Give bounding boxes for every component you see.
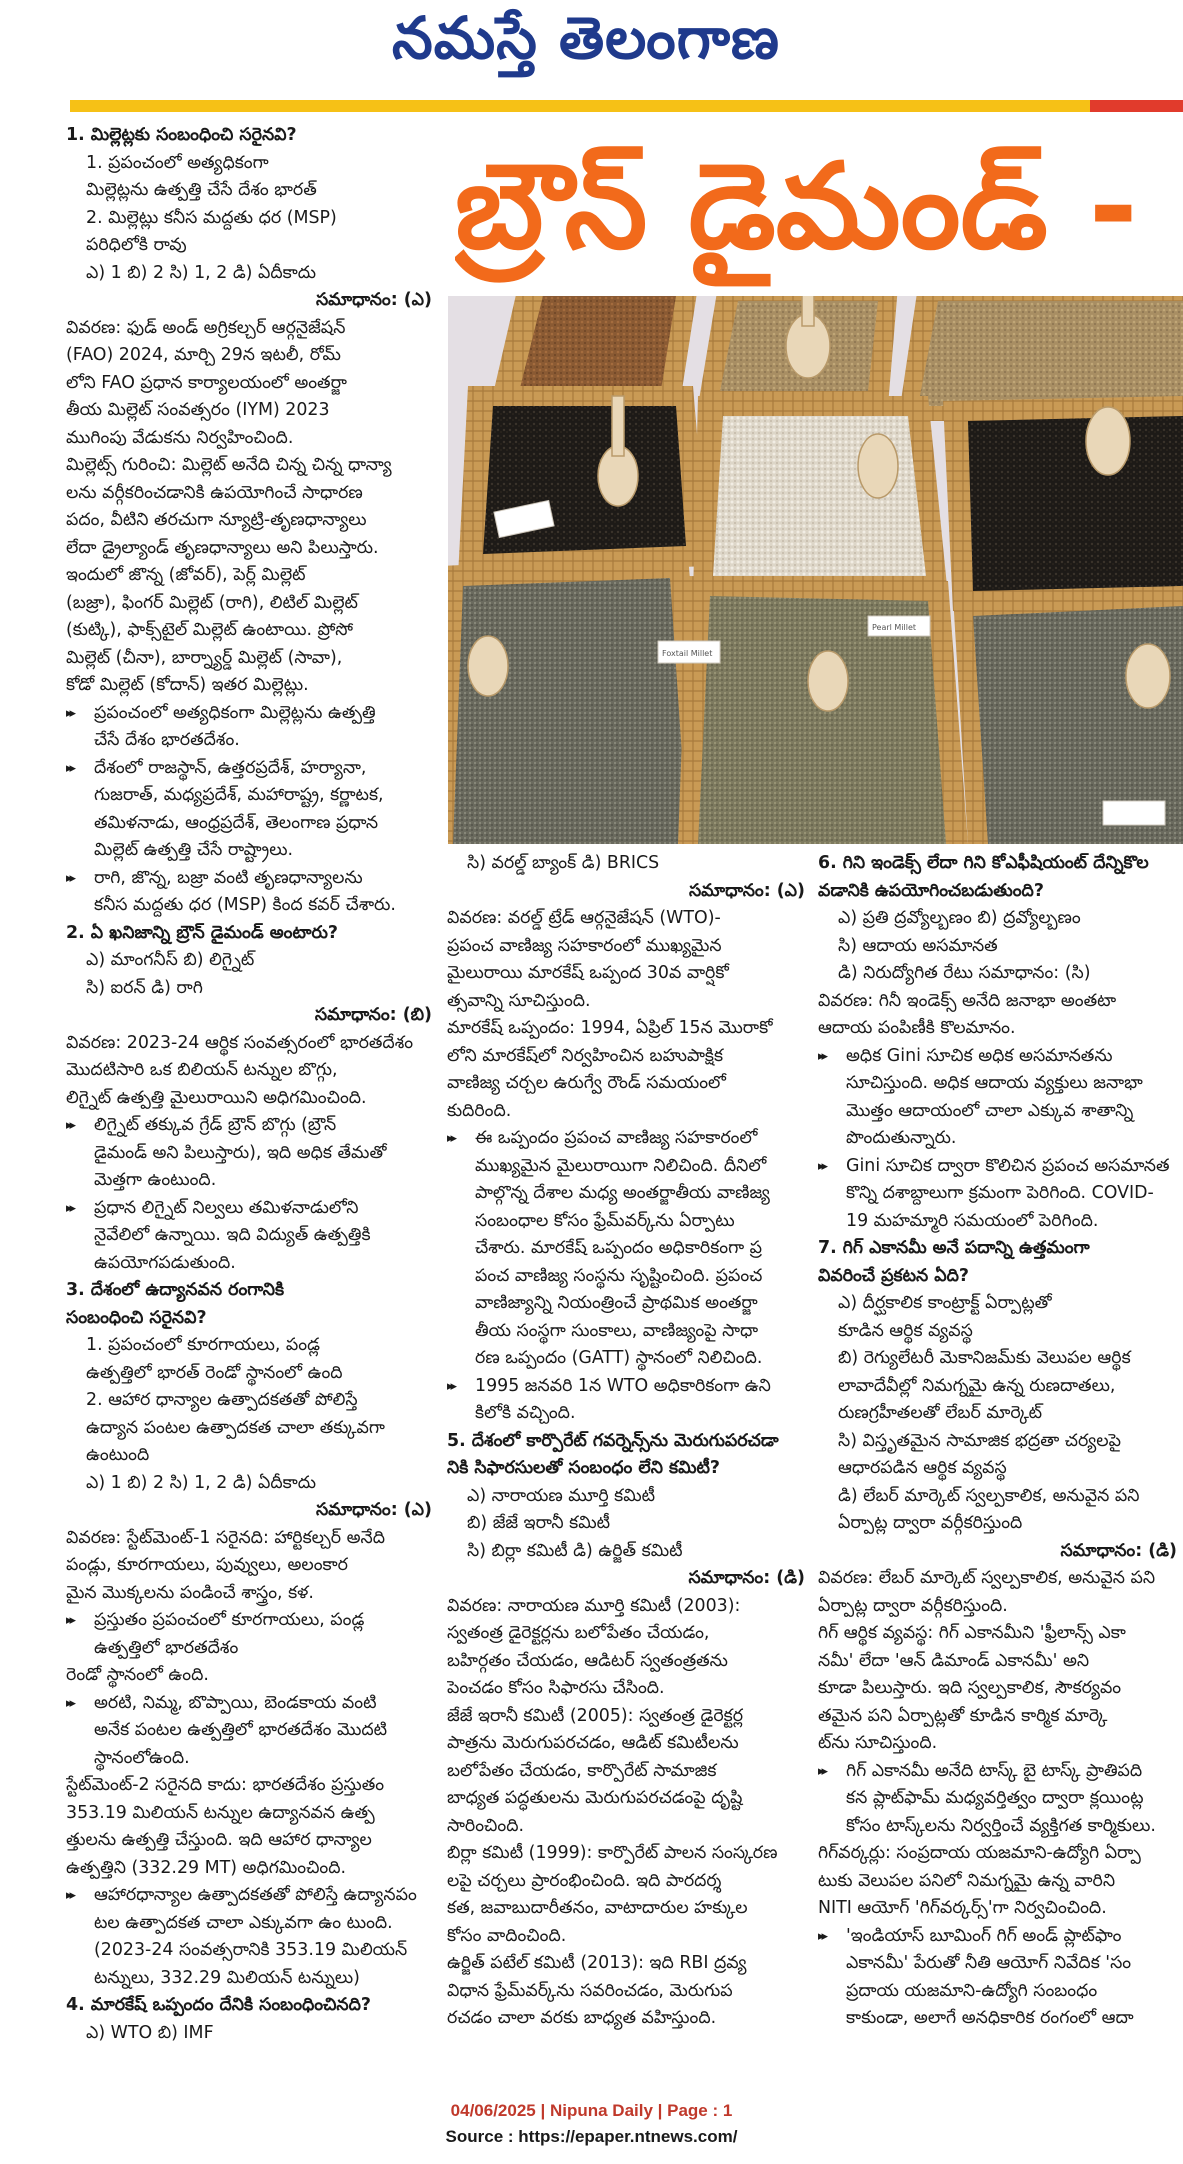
- option-line: ఎ) దీర్ఘకాలిక కాంట్రాక్ట్ ఏర్పాట్లతో: [838, 1293, 1052, 1313]
- bullet-continuation-line: కన ప్లాట్‌ఫామ్ మధ్యవర్తిత్వం ద్వారా క్లయింట్ల: [846, 1788, 1144, 1808]
- bullet-continuation-line: మిల్లెట్ ఉత్పత్తి చేసే రాష్ట్రాలు.: [94, 840, 294, 860]
- bullet-continuation-line: అనేక పంటల ఉత్పత్తిలో భారతదేశం మొదటి: [94, 1720, 388, 1740]
- bullet-line: ▸▸ ప్రపంచంలో అత్యధికంగా మిల్లెట్లను ఉత్పత్తి: [66, 700, 438, 728]
- bullet-continuation-line: కిలోకి వచ్చింది.: [475, 1403, 576, 1423]
- column-1: [66, 122, 438, 2072]
- body-line: పాత్రను మెరుగుపరచడం, ఆడిట్ కమిటీలను: [447, 1733, 739, 1753]
- body-line: తీయ మిల్లెట్ సంవత్సరం (IYM) 2023: [66, 400, 330, 420]
- body-line: ట్‌ను సూచిస్తుంది.: [818, 1733, 938, 1753]
- body-line: వివరణ: వరల్డ్ ట్రేడ్ ఆర్గనైజేషన్ (WTO)-: [447, 908, 721, 928]
- option-line: రుణగ్రహీతలతో లేబర్ మార్కెట్: [838, 1403, 1043, 1423]
- body-line: రచడం చాలా వరకు బాధ్యత వహిస్తుంది.: [447, 2008, 717, 2028]
- body-line: సారించింది.: [447, 1815, 525, 1836]
- bullet-line: ▸▸ 1995 జనవరి 1న WTO అధికారికంగా ఉని: [447, 1373, 811, 1401]
- bullet-line: ▸▸ గిగ్ ఎకానమీ అనేది టాస్క్ బై టాస్క్ ప్రాతిపది: [818, 1758, 1183, 1786]
- bullet-line: ▸▸ ప్రస్తుతం ప్రపంచంలో కూరగాయలు, పండ్ల: [66, 1607, 438, 1635]
- body-line: స్వతంత్ర డైరెక్టర్లను బలోపేతం చేయడం,: [447, 1623, 710, 1643]
- bullet-continuation-line: స్థానంలోఉంది.: [94, 1747, 190, 1768]
- body-line: కూడా పిలుస్తారు. ఇది స్వల్పకాలిక, సౌకర్యవం: [818, 1678, 1122, 1698]
- footer-source-url[interactable]: https://epaper.ntnews.com/: [518, 2127, 738, 2146]
- body-line: పదం, వీటిని తరచుగా న్యూట్రి-తృణధాన్యాలు: [66, 510, 367, 530]
- body-line: మారకేష్ ఒప్పందం: 1994, ఏప్రిల్ 15న మొరాకో: [447, 1018, 773, 1038]
- option-line: డి) లేబర్ మార్కెట్ స్వల్పకాలిక, అనువైన పని: [838, 1485, 1140, 1506]
- answer-line: సమాధానం: (ఎ): [315, 1500, 432, 1520]
- bullet-continuation-line: ఎకానమీ' పేరుతో నీతి ఆయోగ్ నివేదిక 'సం: [846, 1953, 1132, 1973]
- option-line: ఆధారపడిన ఆర్థిక వ్యవస్థ: [838, 1458, 1007, 1478]
- option-line: 1. ప్రపంచంలో అత్యధికంగా: [86, 152, 269, 173]
- option-line: సి) ఆదాయ అసమానత: [838, 935, 998, 956]
- bullet-continuation-line: కొన్ని దశాబ్దాలుగా క్రమంగా పెరిగింది. COVID-: [846, 1183, 1154, 1203]
- body-line: నమీ' లేదా 'ఆన్ డిమాండ్ ఎకానమీ' అని: [818, 1650, 1090, 1671]
- bullet-continuation-line: రణ ఒప్పందం (GATT) స్థానంలో నిలిచింది.: [475, 1348, 763, 1368]
- body-line: త్తులను ఉత్పత్తి చేస్తుంది. ఇది ఆహార ధాన్యాల: [66, 1830, 372, 1850]
- bullet-continuation-line: వాణిజ్యాన్ని నియంత్రించే ప్రాథమిక అంతర్జా: [475, 1293, 758, 1313]
- body-line: బిర్లా కమిటీ (1999): కార్పొరేట్ పాలన సంస్కరణ: [447, 1843, 778, 1863]
- question-line: వివరించే ప్రకటన ఏది?: [818, 1265, 969, 1286]
- option-line: సి) విస్తృతమైన సామాజిక భద్రతా చర్యలపై: [838, 1430, 1121, 1451]
- body-line: మైలురాయి మారకేష్ ఒప్పంద 30వ వార్షికో: [447, 963, 729, 983]
- body-line: మైన మొక్కలను పండించే శాస్త్రం, కళ.: [66, 1582, 314, 1603]
- bullet-continuation-line: చేశారు. మారకేష్ ఒప్పందం అధికారికంగా ప్ర: [475, 1238, 763, 1258]
- bullet-continuation-line: టన్నులు, 332.29 మిలియన్ టన్నులు): [94, 1967, 360, 1988]
- bullet-line: ▸▸ అధిక Gini సూచిక అధిక అసమానతను: [818, 1043, 1183, 1071]
- bullet-line: ▸▸ ఆహారధాన్యాల ఉత్పాదకతతో పోలిస్తే ఉద్యానపం: [66, 1882, 438, 1910]
- bullet-continuation-line: డైమండ్ అని పిలుస్తారు), ఇది అధిక తేమతో: [94, 1142, 387, 1163]
- column-2: [447, 850, 811, 2065]
- body-line: లిగ్నైట్ ఉత్పత్తి మైలురాయిని అధిగమించింది.: [66, 1087, 367, 1108]
- bullet-continuation-line: గుజరాత్, మధ్యప్రదేశ్, మహారాష్ట్ర, కర్ణాటక,: [94, 785, 384, 805]
- body-line: గిగ్ ఆర్థిక వ్యవస్థ: గిగ్ ఎకానమీని 'ఫ్రీలాన్స్ ఎకా: [818, 1623, 1126, 1643]
- bullet-continuation-line: ముఖ్యమైన మైలురాయిగా నిలిచింది. దీనిలో: [475, 1155, 767, 1176]
- photo-label-a: Foxtail Millet: [662, 649, 713, 658]
- option-line: ఎ) నారాయణ మూర్తి కమిటీ: [467, 1485, 656, 1506]
- question-line: నికి సిఫారసులతో సంబంధం లేని కమిటీ?: [447, 1458, 720, 1478]
- bullet-continuation-line: మెత్తగా ఉంటుంది.: [94, 1170, 217, 1190]
- body-line: వివరణ: స్టేట్‌మెంట్-1 సరైనది: హార్టికల్చర్ అనేది: [66, 1527, 385, 1548]
- headline: బ్రౌన్ డైమండ్ -: [455, 137, 1138, 275]
- masthead-rule-red: [1090, 100, 1183, 112]
- body-line: ఉత్పత్తిని (332.29 MT) అధిగమించింది.: [66, 1857, 347, 1878]
- body-line: ఏర్పాట్ల ద్వారా వర్గీకరిస్తుంది.: [818, 1595, 1008, 1616]
- option-line: లావాదేవీల్లో నిమగ్నమై ఉన్న రుణదాతలు,: [838, 1375, 1116, 1396]
- question-line: సంబంధించి సరైనవి?: [66, 1307, 207, 1328]
- bullet-continuation-line: సూచిస్తుంది. అధిక ఆదాయ వ్యక్తులు జనాభా: [846, 1073, 1143, 1093]
- question-line: 1. మిల్లెట్లకు సంబంధించి సరైనవి?: [66, 125, 297, 145]
- answer-line: సమాధానం: (బి): [314, 1005, 432, 1025]
- body-line: NITI ఆయోగ్ 'గిగ్‌వర్కర్స్'గా నిర్వచించింది.: [818, 1898, 1107, 1918]
- footer-source-label: Source :: [445, 2127, 519, 2146]
- body-line: వాణిజ్య చర్చల ఉరుగ్వే రౌండ్ సమయంలో: [447, 1073, 726, 1093]
- body-line: (FAO) 2024, మార్చి 29న ఇటలీ, రోమ్: [66, 345, 341, 365]
- body-line: లను వర్గీకరించడానికి ఉపయోగించే సాధారణ: [66, 482, 363, 503]
- body-line: వివరణ: నారాయణ మూర్తి కమిటీ (2003):: [447, 1595, 741, 1616]
- masthead-title: నమస్తే తెలంగాణ: [392, 4, 780, 72]
- body-line: స్టేట్‌మెంట్-2 సరైనది కాదు: భారతదేశం ప్రస్తుతం: [66, 1775, 385, 1795]
- bullet-continuation-line: టల ఉత్పాదకత చాలా ఎక్కువగా ఉం టుంది.: [94, 1912, 393, 1933]
- question-line: 5. దేశంలో కార్పొరేట్ గవర్నెన్స్‌ను మెరుగుపరచడా: [447, 1430, 779, 1451]
- bullet-continuation-line: కోసం టాస్క్‌లను నిర్వర్తించే వ్యక్తిగత కార్మికులు.: [846, 1815, 1156, 1836]
- millet-baskets-photo: [448, 296, 1183, 844]
- body-line: (బజ్రా), ఫింగర్ మిల్లెట్ (రాగి), లిటిల్ మిల్లెట్: [66, 592, 358, 613]
- body-line: వివరణ: ఫుడ్ అండ్ అగ్రికల్చర్ ఆర్గనైజేషన్: [66, 317, 346, 338]
- bullet-continuation-line: మొత్తం ఆదాయంలో చాలా ఎక్కువ శాతాన్ని: [846, 1100, 1134, 1121]
- question-line: 6. గిని ఇండెక్స్ లేదా గిని కోఎఫీషియంట్ దేన్నికొల: [818, 853, 1149, 873]
- option-line: ఎ) ప్రతి ద్రవ్యోల్బణం బి) ద్రవ్యోల్బణం: [838, 908, 1081, 928]
- bullet-continuation-line: తీయ సంస్థగా సుంకాలు, వాణిజ్యంపై సాధా: [475, 1320, 759, 1341]
- body-line: బహిర్గతం చేయడం, ఆడిటర్ స్వతంత్రతను: [447, 1650, 728, 1671]
- bullet-line: ▸▸ అరటి, నిమ్మ, బొప్పాయి, బెండకాయ వంటి: [66, 1690, 438, 1718]
- body-line: (కుట్కి), ఫాక్స్‌టైల్ మిల్లెట్ ఉంటాయి. ప్రోసో: [66, 620, 353, 640]
- bullet-line: ▸▸ ప్రధాన లిగ్నైట్ నిల్వలు తమిళనాడులోని: [66, 1195, 438, 1223]
- option-line: ఎ) మాంగనీస్ బి) లిగ్నైట్: [86, 950, 255, 970]
- bullet-continuation-line: 19 మహమ్మారి సమయంలో పెరిగింది.: [846, 1210, 1099, 1231]
- option-line: కూడిన ఆర్థిక వ్యవస్థ: [838, 1320, 973, 1341]
- option-line: సి) వరల్డ్ బ్యాంక్ డి) BRICS: [467, 853, 660, 873]
- body-line: గిగ్‌వర్కర్లు: సంప్రదాయ యజమాని-ఉద్యోగి ఏర్పా: [818, 1843, 1141, 1863]
- bullet-continuation-line: తమిళనాడు, ఆంధ్రప్రదేశ్, తెలంగాణ ప్రధాన: [94, 812, 379, 833]
- option-line: ఎ) WTO బి) IMF: [86, 2022, 214, 2043]
- photo-label-b: Pearl Millet: [872, 623, 917, 632]
- option-line: బి) రెగ్యులేటరీ మెకానిజమ్‌కు వెలుపల ఆర్థిక: [838, 1348, 1131, 1368]
- option-line: ఉద్యాన పంటల ఉత్పాదకత చాలా తక్కువగా: [86, 1417, 385, 1438]
- question-line: 7. గిగ్ ఎకానమీ అనే పదాన్ని ఉత్తమంగా: [818, 1238, 1090, 1258]
- body-line: ఆదాయ పంపిణీకి కొలమానం.: [818, 1018, 1016, 1038]
- question-line: 3. దేశంలో ఉద్యానవన రంగానికి: [66, 1280, 285, 1300]
- body-line: లోని మారకేష్‌లో నిర్వహించిన బహుపాక్షిక: [447, 1045, 724, 1066]
- option-line: ఉంటుంది: [86, 1445, 150, 1465]
- body-line: ముగింపు వేడుకను నిర్వహించింది.: [66, 427, 294, 448]
- millet-baskets-illustration: [448, 296, 1183, 844]
- option-line: 1. ప్రపంచంలో కూరగాయలు, పండ్ల: [86, 1335, 320, 1355]
- body-line: ఉర్జిత్ పటేల్ కమిటీ (2013): ఇది RBI ద్రవ్య: [447, 1953, 747, 1973]
- body-line: కోడో మిల్లెట్ (కోదాన్) ఇతర మిల్లెట్లు.: [66, 675, 309, 695]
- bullet-continuation-line: చేసే దేశం భారతదేశం.: [94, 730, 240, 750]
- column-3: [818, 850, 1183, 2065]
- bullet-line: ▸▸ Gini సూచిక ద్వారా కొలిచిన ప్రపంచ అసమానత: [818, 1153, 1183, 1181]
- bullet-continuation-line: సంబంధాల కోసం ఫ్రేమ్‌వర్క్‌ను ఏర్పాటు: [475, 1210, 735, 1231]
- bullet-continuation-line: కాకుండా, అలాగే అనధికారిక రంగంలో ఆదా: [846, 2008, 1134, 2028]
- masthead: [0, 0, 1183, 96]
- body-line: కుదిరింది.: [447, 1100, 512, 1121]
- body-line: వివరణ: 2023-24 ఆర్థిక సంవత్సరంలో భారతదేశం: [66, 1032, 414, 1053]
- option-line: 2. మిల్లెట్లు కనీస మద్దతు ధర (MSP): [86, 207, 337, 228]
- body-line: వివరణ: లేబర్ మార్కెట్ స్వల్పకాలిక, అనువైన పని: [818, 1568, 1156, 1588]
- body-line: కత, జవాబుదారీతనం, వాటాదారుల హక్కుల: [447, 1898, 748, 1918]
- body-line: కోసం వాదించింది.: [447, 1925, 567, 1946]
- body-line: ప్రపంచ వాణిజ్య సహకారంలో ముఖ్యమైన: [447, 935, 722, 956]
- body-line: లోని FAO ప్రధాన కార్యాలయంలో అంతర్జా: [66, 372, 347, 393]
- question-line: 2. ఏ ఖనిజాన్ని బ్రౌన్ డైమండ్ అంటారు?: [66, 922, 338, 943]
- footer-source-line: [0, 2124, 1183, 2150]
- bullet-continuation-line: ఉత్పత్తిలో భారతదేశం: [94, 1637, 239, 1658]
- body-line: మొదటిసారి ఒక బిలియన్ టన్నుల బొగ్గు,: [66, 1060, 338, 1080]
- option-line: సి) బిర్లా కమిటీ డి) ఉర్జిత్ కమిటీ: [467, 1540, 683, 1561]
- question-line: 4. మారకేష్ ఒప్పందం దేనికి సంబంధించినది?: [66, 1995, 372, 2015]
- bullet-continuation-line: కనీస మద్దతు ధర (MSP) కింద కవర్ చేశారు.: [94, 895, 396, 915]
- answer-line: సమాధానం: (డి): [688, 1568, 805, 1588]
- option-line: 2. ఆహార ధాన్యాల ఉత్పాదకతతో పోలిస్తే: [86, 1390, 358, 1410]
- question-line: వడానికి ఉపయోగించబడుతుంది?: [818, 880, 1044, 901]
- body-line: త్సవాన్ని సూచిస్తుంది.: [447, 990, 591, 1011]
- option-line: బి) జేజే ఇరానీ కమిటీ: [467, 1513, 611, 1533]
- bullet-continuation-line: (2023-24 సంవత్సరానికి 353.19 మిలియన్: [94, 1940, 408, 1960]
- option-line: పరిధిలోకి రావు: [86, 235, 187, 255]
- bullet-continuation-line: నైవేలిలో ఉన్నాయి. ఇది విద్యుత్ ఉత్పత్తికి: [94, 1225, 371, 1245]
- body-line: పండ్లు, కూరగాయలు, పువ్వులు, అలంకార: [66, 1555, 348, 1575]
- body-line: లేదా డ్రైల్యాండ్ తృణధాన్యాలు అని పిలుస్తారు.: [66, 537, 379, 558]
- bullet-continuation-line: పాల్గొన్న దేశాల మధ్య అంతర్జాతీయ వాణిజ్య: [475, 1183, 770, 1203]
- body-line: ఇందులో జొన్న (జోవర్), పెర్ల్ మిల్లెట్: [66, 565, 306, 585]
- body-line: తమైన పని ఏర్పాట్లతో కూడిన కార్మిక మార్కె: [818, 1705, 1108, 1726]
- bullet-line: ▸▸ దేశంలో రాజస్థాన్, ఉత్తరప్రదేశ్, హర్యానా,: [66, 755, 438, 783]
- body-line: పెంచడం కోసం సిఫారసు చేసింది.: [447, 1678, 665, 1698]
- option-line: సి) ఐరన్ డి) రాగి: [86, 977, 203, 998]
- bullet-continuation-line: ప్రదాయ యజమాని-ఉద్యోగి సంబంధం: [846, 1980, 1098, 2001]
- option-line: డి) నిరుద్యోగిత రేటు సమాధానం: (సి): [838, 963, 1091, 983]
- body-line: రెండో స్థానంలో ఉంది.: [66, 1665, 209, 1685]
- body-line: మిల్లెట్స్ గురించి: మిల్లెట్ అనేది చిన్న చిన్న ధాన్యా: [66, 455, 392, 475]
- body-line: టుకు వెలుపల పనిలో నిమగ్నమై ఉన్న వారిని: [818, 1870, 1116, 1891]
- masthead-rule-yellow: [70, 100, 1090, 112]
- bullet-line: ▸▸ ఈ ఒప్పందం ప్రపంచ వాణిజ్య సహకారంలో: [447, 1125, 811, 1153]
- option-line: ఉత్పత్తిలో భారత్ రెండో స్థానంలో ఉంది: [86, 1362, 343, 1383]
- body-line: బాధ్యత పద్ధతులను మెరుగుపరచడంపై దృష్టి: [447, 1788, 743, 1808]
- option-line: ఎ) 1 బి) 2 సి) 1, 2 డి) ఏదీకాదు: [86, 262, 317, 283]
- option-line: ఏర్పాట్ల ద్వారా వర్గీకరిస్తుంది: [838, 1513, 1023, 1533]
- body-line: విధాన ఫ్రేమ్‌వర్క్‌ను సవరించడం, మెరుగుప: [447, 1980, 733, 2001]
- body-line: మిల్లెట్ (చీనా), బార్న్యార్డ్ మిల్లెట్ (సావా),: [66, 647, 343, 668]
- bullet-continuation-line: పంచ వాణిజ్య సంస్థను సృష్టించింది. ప్రపంచ: [475, 1265, 763, 1286]
- answer-line: సమాధానం: (ఎ): [688, 880, 805, 901]
- footer-date-line: 04/06/2025 | Nipuna Daily | Page : 1: [450, 2101, 733, 2120]
- body-line: 353.19 మిలియన్ టన్నుల ఉద్యానవన ఉత్ప: [66, 1802, 375, 1823]
- bullet-line: ▸▸ లిగ్నైట్ తక్కువ గ్రేడ్ బ్రౌన్ బొగ్గు (బ్రౌన్: [66, 1112, 438, 1140]
- body-line: లపై చర్చలు ప్రారంభించింది. ఇది పారదర్శ: [447, 1870, 722, 1891]
- body-line: బలోపేతం చేయడం, కార్పొరేట్ సామాజిక: [447, 1760, 717, 1781]
- body-line: వివరణ: గినీ ఇండెక్స్ అనేది జనాభా అంతటా: [818, 990, 1117, 1011]
- bullet-line: ▸▸ రాగి, జొన్న, బజ్రా వంటి తృణధాన్యాలను: [66, 865, 438, 893]
- bullet-continuation-line: ఉపయోగపడుతుంది.: [94, 1252, 236, 1273]
- answer-line: సమాధానం: (డి): [1060, 1540, 1177, 1561]
- option-line: మిల్లెట్లను ఉత్పత్తి చేసే దేశం భారత్: [86, 180, 317, 200]
- footer: [0, 2098, 1183, 2150]
- bullet-line: ▸▸ 'ఇండియాస్ బూమింగ్ గిగ్ అండ్ ప్లాట్‌ఫాం: [818, 1923, 1183, 1951]
- option-line: ఎ) 1 బి) 2 సి) 1, 2 డి) ఏదీకాదు: [86, 1472, 317, 1493]
- bullet-continuation-line: పొందుతున్నారు.: [846, 1128, 957, 1148]
- body-line: జేజే ఇరానీ కమిటీ (2005): స్వతంత్ర డైరెక్టర్ల: [447, 1705, 744, 1726]
- answer-line: సమాధానం: (ఎ): [315, 290, 432, 310]
